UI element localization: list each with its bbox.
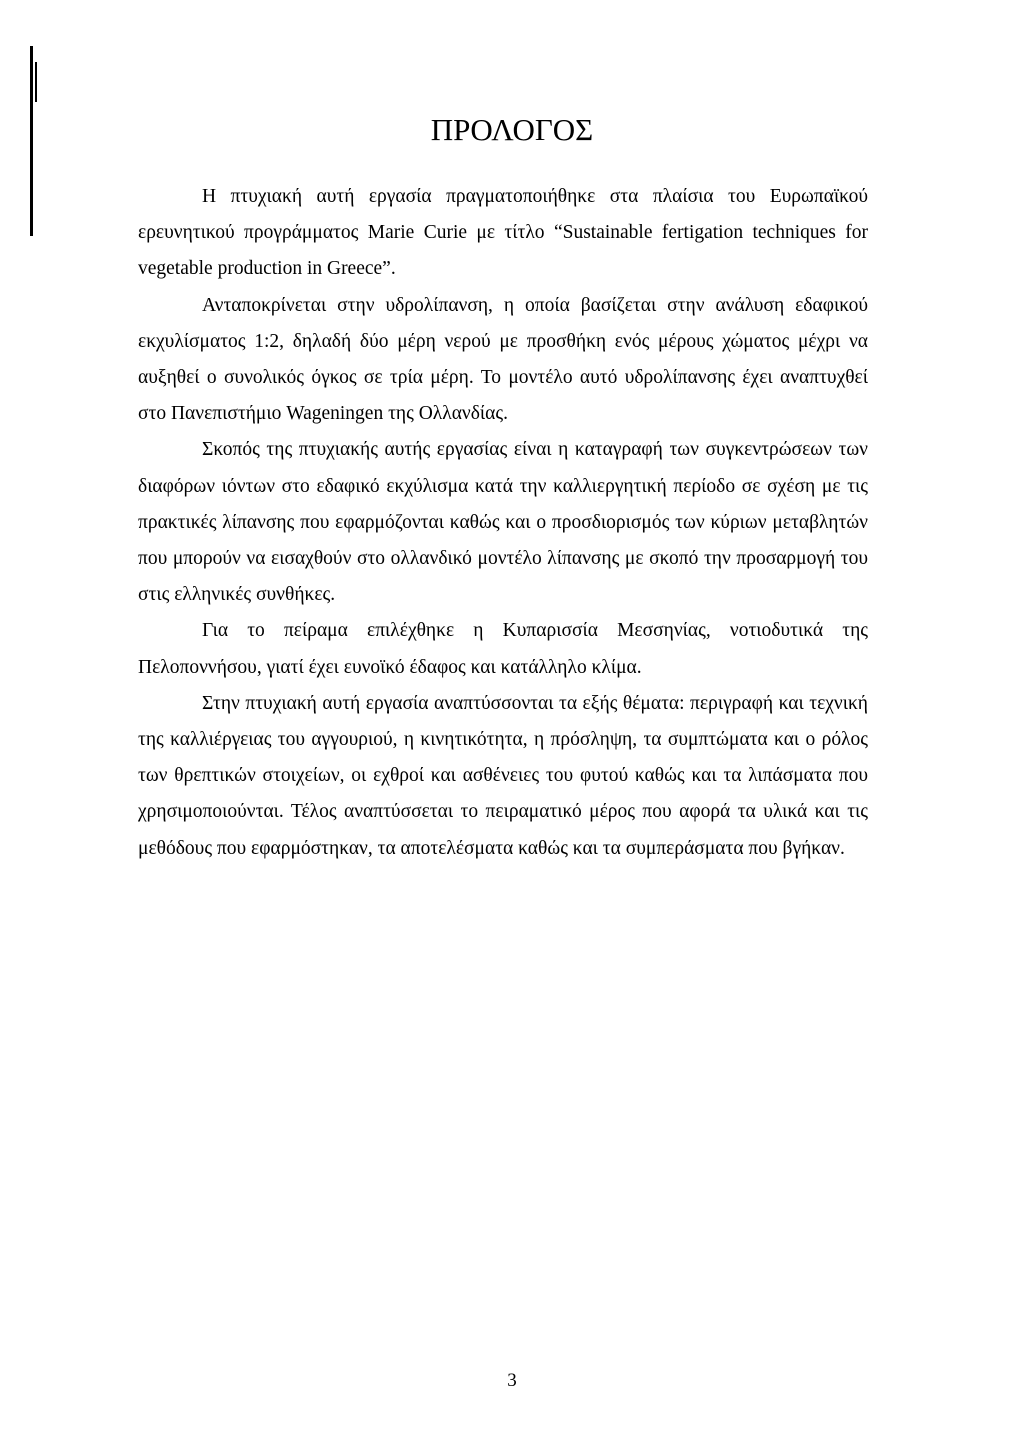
page-number: 3 [507, 1370, 517, 1391]
page-title: ΠΡΟΛΟΓΟΣ [430, 112, 594, 147]
document-body [138, 179, 868, 867]
paragraph: Για το πείραμα επιλέχθηκε η Κυπαρισσία Μεσσηνίας, νοτιοδυτικά της Πελοποννήσου, γιατί έχει ευνοϊκό έδαφος και κατάλληλο κλίμα. [138, 620, 868, 678]
scan-margin-line [35, 62, 37, 102]
paragraph: Στην πτυχιακή αυτή εργασία αναπτύσσονται τα εξής θέματα: περιγραφή και τεχνική της καλλιέργειας του αγγουριού, η κινητικότητα, η πρόσληψη, τα συμπτώματα και ο ρόλος των θρεπτικών στοιχείων, οι εχθροί και ασθένειες του φυτού καθώς και τα λιπάσματα που χρησιμοποιούνται. Τέλος αναπτύσσεται το πειραματικό μέρος που αφορά τα υλικά και τις μεθόδους που εφαρμόστηκαν, τα αποτελέσματα καθώς και τα συμπεράσματα που βγήκαν. [138, 692, 868, 859]
paragraph: Σκοπός της πτυχιακής αυτής εργασίας είναι η καταγραφή των συγκεντρώσεων των διαφόρων ιόντων στο εδαφικό εκχύλισμα κατά την καλλιεργητική περίοδο σε σχέση με τις πρακτικές λίπανσης που εφαρμόζονται καθώς και ο προσδιορισμός των κύριων μεταβλητών που μπορούν να εισαχθούν στο ολλανδικό μοντέλο λίπανσης με σκοπό την προσαρμογή του στις ελληνικές συνθήκες. [138, 439, 868, 606]
paragraph: Η πτυχιακή αυτή εργασία πραγματοποιήθηκε στα πλαίσια του Ευρωπαϊκού ερευνητικού προγράμματος Marie Curie με τίτλο “Sustainable fertigation techniques for vegetable production in Greece”. [138, 186, 868, 280]
paragraph: Ανταποκρίνεται στην υδρολίπανση, η οποία βασίζεται στην ανάλυση εδαφικού εκχυλίσματος 1:2, δηλαδή δύο μέρη νερού με προσθήκη ενός μέρους χώματος μέχρι να αυξηθεί ο συνολικός όγκος σε τρία μέρη. Το μοντέλο αυτό υδρολίπανσης έχει αναπτυχθεί στο Πανεπιστήμιο Wageningen της Ολλανδίας. [138, 294, 868, 425]
